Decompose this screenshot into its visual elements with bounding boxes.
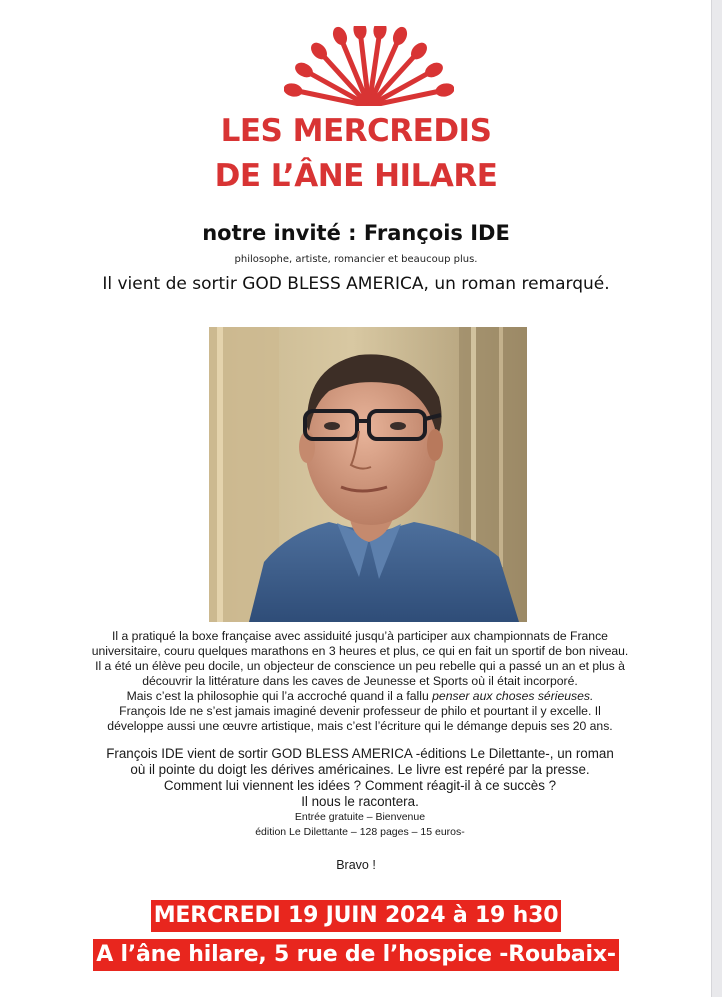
guest-heading: notre invité : François IDE (202, 221, 510, 245)
brand-title-line2: DE L’ÂNE HILARE (214, 158, 498, 194)
bio-main: Il a pratiqué la boxe française avec assiduité jusqu’à participer aux championnats de France universitaire, couru quelques marathons en 3 heures et plus, ce qui en fait un sportif de bon niveau. Il a été un élève peu docile, un objecteur de conscience un peu rebelle qui a passé un an et plus à découvrir la littérature dans les caves de Jeunesse et Sports où il était incorporé. (91, 629, 629, 688)
bio-closing: François Ide ne s’est jamais imaginé devenir professeur de philo et pourtant il y excelle. Il développe aussi une œuvre artistique, mais c’est l’écriture qui le démange depuis ses 20 ans. (107, 704, 613, 733)
book-line-3: Comment lui viennent les idées ? Comment réagit-il à ce succès ? (163, 778, 557, 793)
event-date-banner (0, 900, 712, 932)
book-line-1: François IDE vient de sortir GOD BLESS AMERICA -éditions Le Dilettante-, un roman (106, 746, 614, 761)
event-location-banner (0, 939, 712, 971)
event-date: MERCREDI 19 JUIN 2024 à 19 h30 (151, 900, 562, 932)
bio-philosophy-italic: penser aux choses sérieuses. (432, 689, 594, 703)
author-photo (209, 327, 527, 622)
guest-description: philosophe, artiste, romancier et beaucoup plus. (234, 254, 478, 265)
edition-info: édition Le Dilettante – 128 pages – 15 euros- (255, 826, 465, 838)
bravo-text: Bravo ! (336, 858, 376, 872)
book-line-2: où il pointe du doigt les dérives américaines. Le livre est repéré par la presse. (130, 762, 590, 777)
book-line-4: Il nous le racontera. (301, 794, 419, 809)
brand-title-line1: LES MERCREDIS (220, 113, 492, 149)
sunburst-icon (284, 26, 454, 106)
author-biography (90, 629, 630, 734)
book-announcement: Il vient de sortir GOD BLESS AMERICA, un roman remarqué. (102, 274, 610, 294)
event-location: A l’âne hilare, 5 rue de l’hospice -Roubaix- (93, 939, 619, 971)
bio-philosophy: Mais c’est la philosophie qui l’a accroché quand il a fallu (126, 689, 433, 703)
book-paragraph (60, 746, 660, 840)
entry-info: Entrée gratuite – Bienvenue (294, 811, 426, 823)
